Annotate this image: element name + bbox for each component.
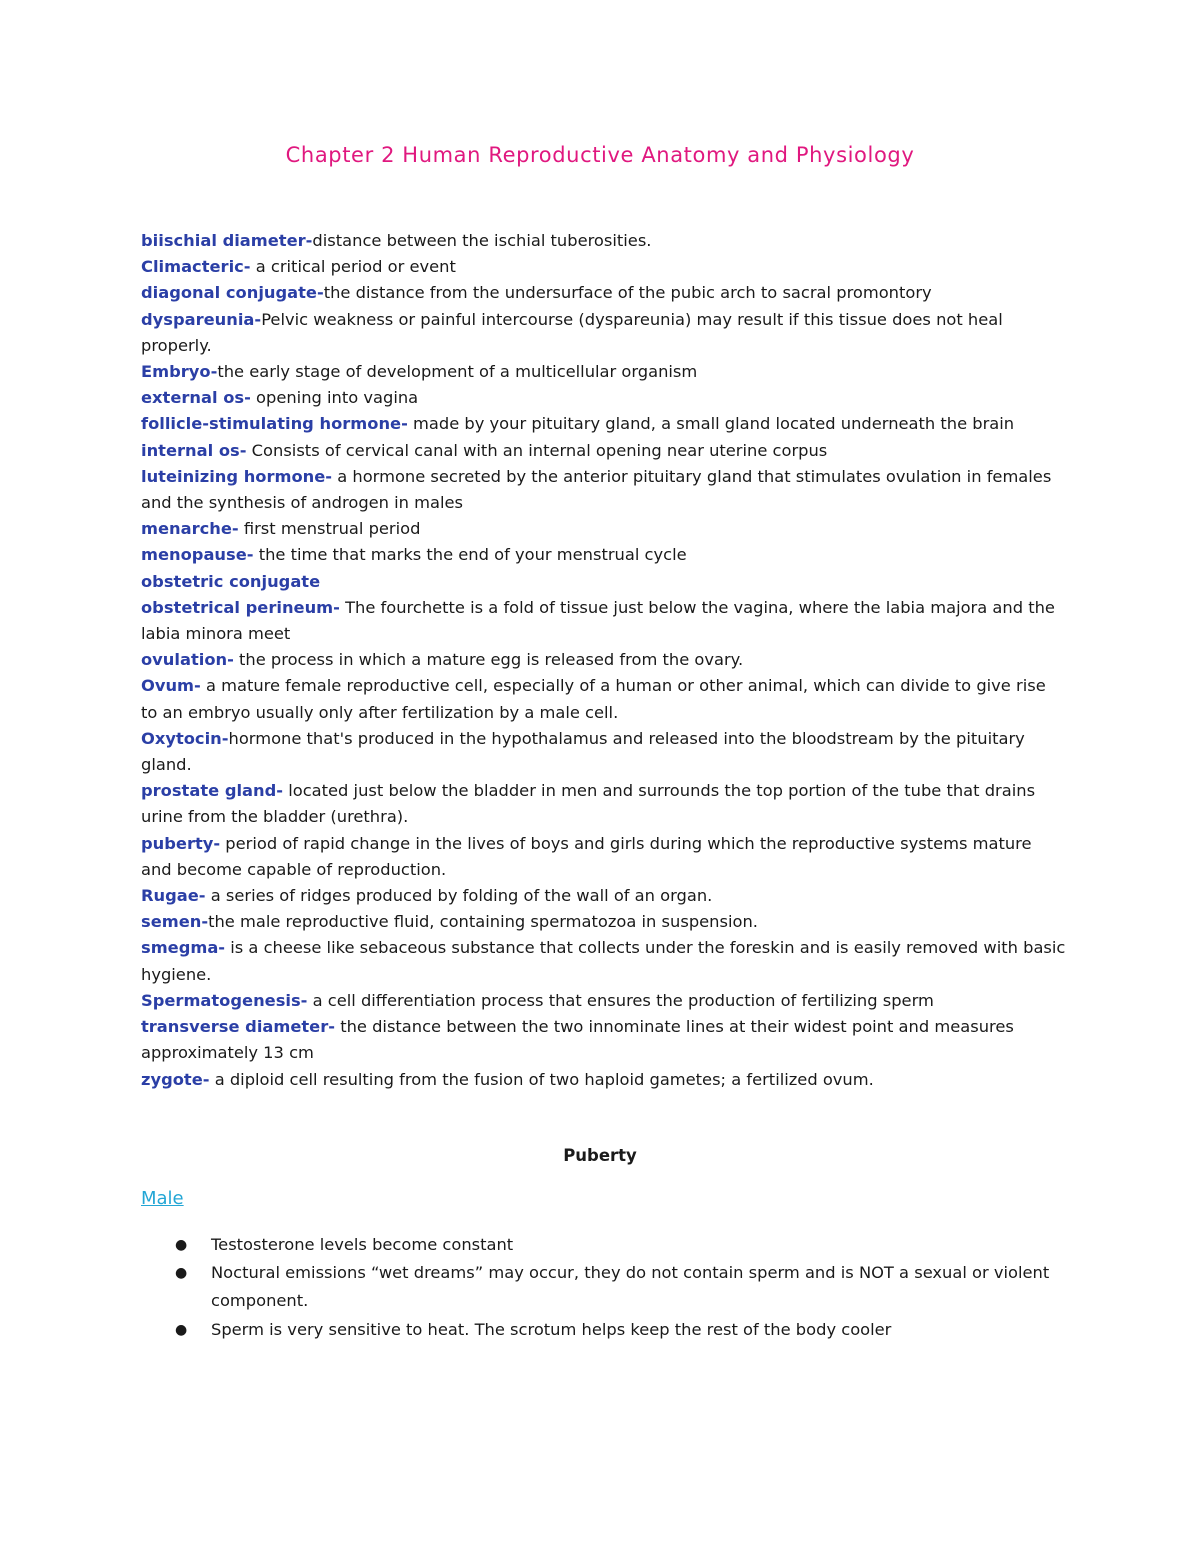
glossary-entry [141,647,1066,673]
glossary-entry [141,254,1066,280]
glossary-term: Rugae- [141,886,206,906]
glossary-definition: is a cheese like sebaceous substance that collects under the foreskin and is easily removed with basic hygiene. [141,938,1066,984]
glossary-term: obstetric conjugate [141,571,321,591]
subsection-heading: Male [141,1188,184,1209]
glossary-list [141,228,1066,1093]
glossary-definition: The fourchette is a fold of tissue just below the vagina, where the labia majora and the labia minora meet [141,597,1055,644]
glossary-entry [141,883,1066,909]
glossary-entry [141,542,1066,568]
list-item-text: Sperm is very sensitive to heat. The scrotum helps keep the rest of the body cooler [211,1319,892,1339]
glossary-term: dyspareunia- [141,309,262,329]
glossary-term: obstetrical perineum- [141,597,340,617]
glossary-entry [141,307,1066,359]
glossary-term: semen- [141,912,209,932]
glossary-term: prostate gland- [141,781,284,801]
glossary-definition: the early stage of development of a multicellular organism [217,362,698,382]
glossary-definition: located just below the bladder in men and surrounds the top portion of the tube that drains urine from the bladder (urethra). [141,781,1036,827]
glossary-entry [141,1067,1066,1093]
glossary-entry [141,464,1066,516]
glossary-entry [141,411,1066,437]
glossary-definition: the male reproductive fluid, containing spermatozoa in suspension. [208,912,758,932]
glossary-term: biischial diameter- [141,231,313,250]
glossary-definition: the distance between the two innominate lines at their widest point and measures approximately 13 cm [141,1017,1014,1063]
glossary-definition: hormone that's produced in the hypothalamus and released into the bloodstream by the pituitary gland. [141,728,1025,775]
glossary-entry [141,280,1066,306]
glossary-definition: period of rapid change in the lives of boys and girls during which the reproductive systems mature and become capable of reproduction. [141,833,1032,879]
glossary-definition: a critical period or event [250,257,456,277]
bullet-icon: ● [175,1237,188,1253]
glossary-definition: the process in which a mature egg is released from the ovary. [233,650,744,670]
glossary-term: menarche- [141,519,239,539]
glossary-entry [141,569,1066,595]
glossary-entry [141,385,1066,411]
glossary-term: Embryo- [141,362,218,382]
glossary-entry [141,673,1066,725]
glossary-definition: a hormone secreted by the anterior pituitary gland that stimulates ovulation in females and the synthesis of androgen in males [141,466,1052,513]
glossary-entry [141,516,1066,542]
glossary-entry [141,228,1066,254]
glossary-definition: Pelvic weakness or painful intercourse (dyspareunia) may result if this tissue does not heal properly. [141,309,1003,355]
list-item [141,1316,1066,1344]
glossary-entry [141,1014,1066,1066]
glossary-entry [141,595,1066,647]
glossary-entry [141,726,1066,778]
bullet-icon: ● [175,1265,188,1282]
bullet-icon: ● [175,1321,188,1338]
glossary-term: menopause- [141,545,254,565]
glossary-definition: a cell differentiation process that ensures the production of fertilizing sperm [307,990,934,1010]
glossary-term: Ovum- [141,676,201,696]
glossary-term: Climacteric- [141,257,251,277]
glossary-entry [141,359,1066,385]
glossary-term: puberty- [141,833,221,853]
document-title: Chapter 2 Human Reproductive Anatomy and Physiology [285,143,915,167]
glossary-entry [141,778,1066,830]
glossary-entry [141,438,1066,464]
glossary-definition: distance between the ischial tuberosities. [312,231,652,250]
glossary-term: transverse diameter- [141,1017,336,1037]
glossary-definition: the distance from the undersurface of the pubic arch to sacral promontory [323,283,932,303]
list-item-text: Noctural emissions “wet dreams” may occur, they do not contain sperm and is NOT a sexual or violent component. [211,1263,1050,1311]
glossary-term: smegma- [141,938,226,958]
list-item [141,1259,1066,1315]
glossary-term: Oxytocin- [141,728,229,748]
glossary-term: luteinizing hormone- [141,466,333,486]
glossary-term: Spermatogenesis- [141,990,308,1010]
glossary-term: zygote- [141,1069,210,1089]
glossary-entry [141,831,1066,883]
glossary-term: diagonal conjugate- [141,283,324,303]
glossary-definition: opening into vagina [250,388,419,408]
glossary-definition: first menstrual period [238,519,421,539]
glossary-term: follicle-stimulating hormone- [141,414,408,434]
list-item-text: Testosterone levels become constant [211,1235,514,1254]
glossary-definition: a mature female reproductive cell, especially of a human or other animal, which can divide to give rise to an embryo usually only after fertilization by a male cell. [141,676,1046,722]
bullet-list [141,1231,1066,1344]
glossary-entry [141,935,1066,987]
glossary-definition: a series of ridges produced by folding of the wall of an organ. [205,886,713,906]
glossary-definition: made by your pituitary gland, a small gland located underneath the brain [407,414,1015,434]
glossary-entry [141,909,1066,935]
glossary-term: external os- [141,388,251,408]
list-item [141,1231,1066,1259]
glossary-term: ovulation- [141,650,234,670]
glossary-term: internal os- [141,440,247,460]
glossary-definition: a diploid cell resulting from the fusion of two haploid gametes; a fertilized ovum. [209,1069,874,1089]
section-heading: Puberty [563,1146,637,1165]
glossary-definition: Consists of cervical canal with an internal opening near uterine corpus [246,440,828,460]
glossary-definition: the time that marks the end of your menstrual cycle [253,545,687,565]
glossary-entry [141,988,1066,1014]
